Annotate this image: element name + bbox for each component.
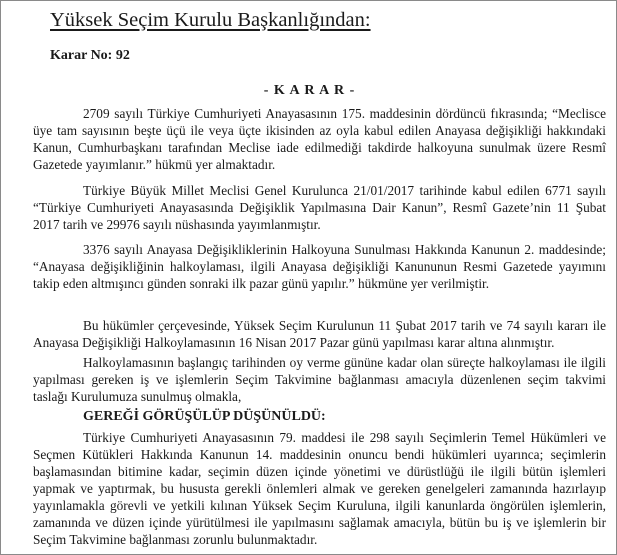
decision-number: Karar No: 92 bbox=[50, 48, 130, 63]
paragraph-election-calendar: Halkoylamasının başlangıç tarihinden oy verme gününe kadar olan süreçte halkoylaması ile ilgili yapılması gereken iş ve işlemlerin Seçim Takvimine bağlanması amacıyla düzenlenen seçim takvimi taslağı Kurulumuza sunulmuş olmakla, bbox=[33, 355, 606, 404]
decision-heading: - K A R A R - bbox=[263, 83, 356, 98]
paragraph-referendum-date: Bu hükümler çerçevesinde, Yüksek Seçim Kurulunun 11 Şubat 2017 tarih ve 74 sayılı kararı ile Anayasa Değişikliği Halkoylamasının 16 Nisan 2017 Pazar günü yapılması karar altına alınmıştır. bbox=[33, 318, 606, 350]
paragraph-constitution-article: 2709 sayılı Türkiye Cumhuriyeti Anayasasının 175. maddesinin dördüncü fıkrasında; “Meclisce üye tam sayısının beşte üçü ile veya üçte ikisinden az oyla kabul edilen Anayasa değişikliği hakkındaki Kanun, Cumhurbaşkanı tarafından Meclise iade edilmediği takdirde halkoyuna sunulmak üzere Resmî Gazetede yayımlanır.” hükmü yer almaktadır. bbox=[33, 106, 606, 172]
resolution-heading: GEREĞİ GÖRÜŞÜLÜP DÜŞÜNÜLDÜ: bbox=[83, 409, 326, 424]
paragraph-referendum-law: 3376 sayılı Anayasa Değişikliklerinin Halkoyuna Sunulması Hakkında Kanunun 2. maddesinde; “Anayasa değişikliğinin halkoylaması, ilgili Anayasa değişikliği Kanununun Resmi Gazetede yayımını takip eden altmışıncı günden sonraki ilk pazar günü yapılır.” hükmüne yer verilmiştir. bbox=[33, 242, 606, 291]
paragraph-law-publication: Türkiye Büyük Millet Meclisi Genel Kurulunca 21/01/2017 tarihinde kabul edilen 6771 sayılı “Türkiye Cumhuriyeti Anayasasında Değişiklik Yapılmasına Dair Kanun”, Resmî Gazete’nin 11 Şubat 2017 tarih ve 29976 sayılı nüshasında yayımlanmıştır. bbox=[33, 183, 606, 232]
issuer-title: Yüksek Seçim Kurulu Başkanlığından: bbox=[50, 9, 371, 31]
paragraph-resolution: Türkiye Cumhuriyeti Anayasasının 79. maddesi ile 298 sayılı Seçimlerin Temel Hükümleri ve Seçmen Kütükleri Hakkında Kanunun 14. maddesinin onuncu bendi hükümleri uyarınca; seçimlerin başlamasından bitimine kadar, seçimin düzen içinde yönetimi ve dürüstlüğü ile ilgili bütün işlemleri yapmak ve yaptırmak, bu hususta gerekli önlemleri almak ve gereken genelgeleri zamanında hazırlayıp yayınlamakla görevli ve yetkili kılınan Yüksek Seçim Kuruluna, ilgili kanunlarda öngörülen işlemlerin, zamanında ve düzen içinde yürütülmesi ile yapılmasını sağlamak amacıyla, bütün bu iş ve işlemlerin bir Seçim Takvimine bağlanması zorunlu bulunmaktadır. bbox=[33, 430, 606, 547]
